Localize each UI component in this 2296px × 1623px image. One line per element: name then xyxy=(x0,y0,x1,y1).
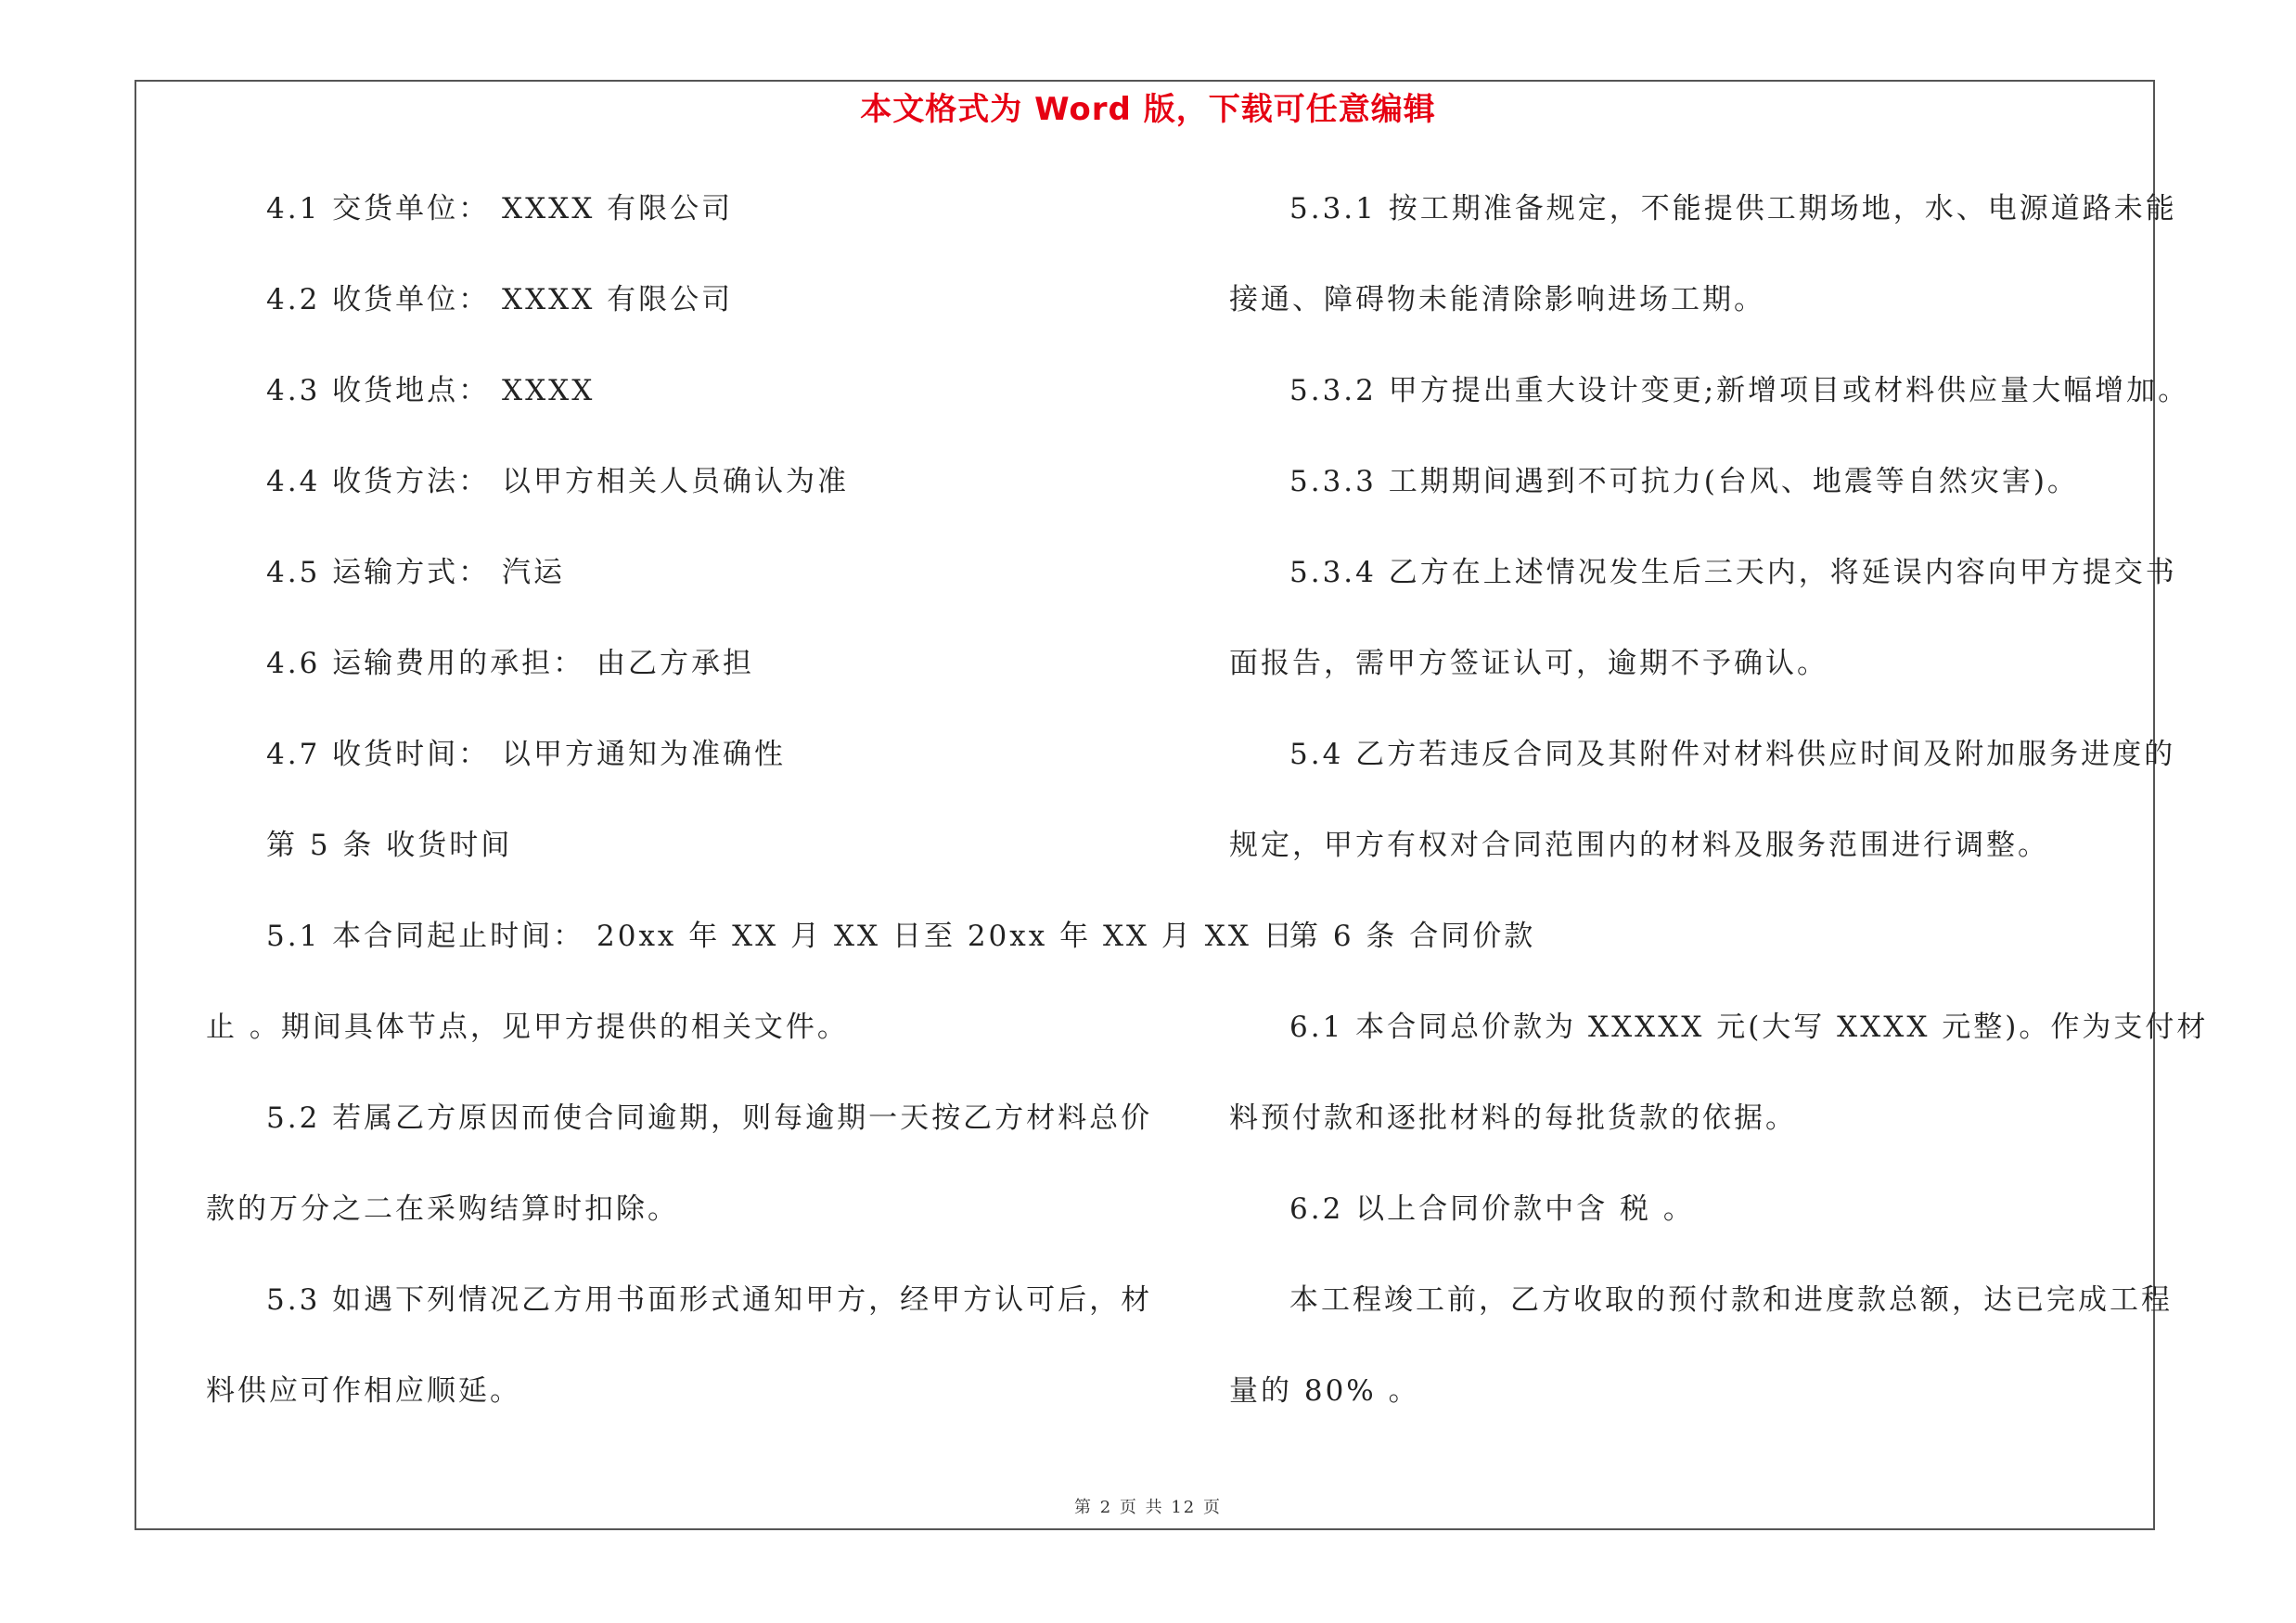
clause-6-1-line-1: 6.1 本合同总价款为 XXXXX 元(大写 XXXX 元整)。作为支付材 xyxy=(1289,1011,2209,1044)
document-banner: 本文格式为 Word 版，下载可任意编辑 xyxy=(860,91,1436,128)
clause-4-5: 4.5 运输方式： 汽运 xyxy=(266,556,566,589)
clause-5-4-line-1: 5.4 乙方若违反合同及其附件对材料供应时间及附加服务进度的 xyxy=(1289,738,2176,771)
clause-5-3-4-line-2: 面报告，需甲方签证认可，逾期不予确认。 xyxy=(1229,647,1828,680)
clause-5-3-1-line-2: 接通、障碍物未能清除影响进场工期。 xyxy=(1229,283,1765,316)
clause-5-3-1-line-1: 5.3.1 按工期准备规定，不能提供工期场地，水、电源道路未能 xyxy=(1289,192,2177,225)
clause-5-3-2: 5.3.2 甲方提出重大设计变更;新增项目或材料供应量大幅增加。 xyxy=(1289,374,2190,407)
clause-4-6: 4.6 运输费用的承担： 由乙方承担 xyxy=(266,647,755,680)
clause-5-3-4-line-1: 5.3.4 乙方在上述情况发生后三天内，将延误内容向甲方提交书 xyxy=(1289,556,2177,589)
clause-6-1-line-2: 料预付款和逐批材料的每批货款的依据。 xyxy=(1229,1101,1797,1135)
clause-4-1: 4.1 交货单位： XXXX 有限公司 xyxy=(266,192,734,225)
clause-4-7: 4.7 收货时间： 以甲方通知为准确性 xyxy=(266,738,787,771)
page-number-footer: 第 2 页 共 12 页 xyxy=(1074,1498,1222,1517)
clause-5-3-line-1: 5.3 如遇下列情况乙方用书面形式通知甲方，经甲方认可后，材 xyxy=(266,1283,1153,1317)
completion-payment-line-2: 量的 80% 。 xyxy=(1229,1374,1420,1408)
article-6-heading: 第 6 条 合同价款 xyxy=(1289,920,1536,953)
clause-5-2-line-1: 5.2 若属乙方原因而使合同逾期，则每逾期一天按乙方材料总价 xyxy=(266,1101,1153,1135)
clause-5-3-3: 5.3.3 工期期间遇到不可抗力(台风、地震等自然灾害)。 xyxy=(1289,465,2079,498)
clause-4-2: 4.2 收货单位： XXXX 有限公司 xyxy=(266,283,734,316)
clause-5-1-line-2: 止 。期间具体节点，见甲方提供的相关文件。 xyxy=(206,1011,849,1044)
clause-4-4: 4.4 收货方法： 以甲方相关人员确认为准 xyxy=(266,465,850,498)
completion-payment-line-1: 本工程竣工前，乙方收取的预付款和进度款总额，达已完成工程 xyxy=(1289,1283,2173,1317)
clause-6-2: 6.2 以上合同价款中含 税 。 xyxy=(1289,1192,1695,1226)
clause-5-1-line-1: 5.1 本合同起止时间： 20xx 年 XX 月 XX 日至 20xx 年 XX 月 XX 日 xyxy=(266,920,1295,953)
article-5-heading: 第 5 条 收货时间 xyxy=(266,829,513,862)
clause-5-2-line-2: 款的万分之二在采购结算时扣除。 xyxy=(206,1192,679,1226)
clause-5-3-line-2: 料供应可作相应顺延。 xyxy=(206,1374,521,1408)
clause-5-4-line-2: 规定，甲方有权对合同范围内的材料及服务范围进行调整。 xyxy=(1229,829,2049,862)
clause-4-3: 4.3 收货地点： XXXX xyxy=(266,374,596,407)
